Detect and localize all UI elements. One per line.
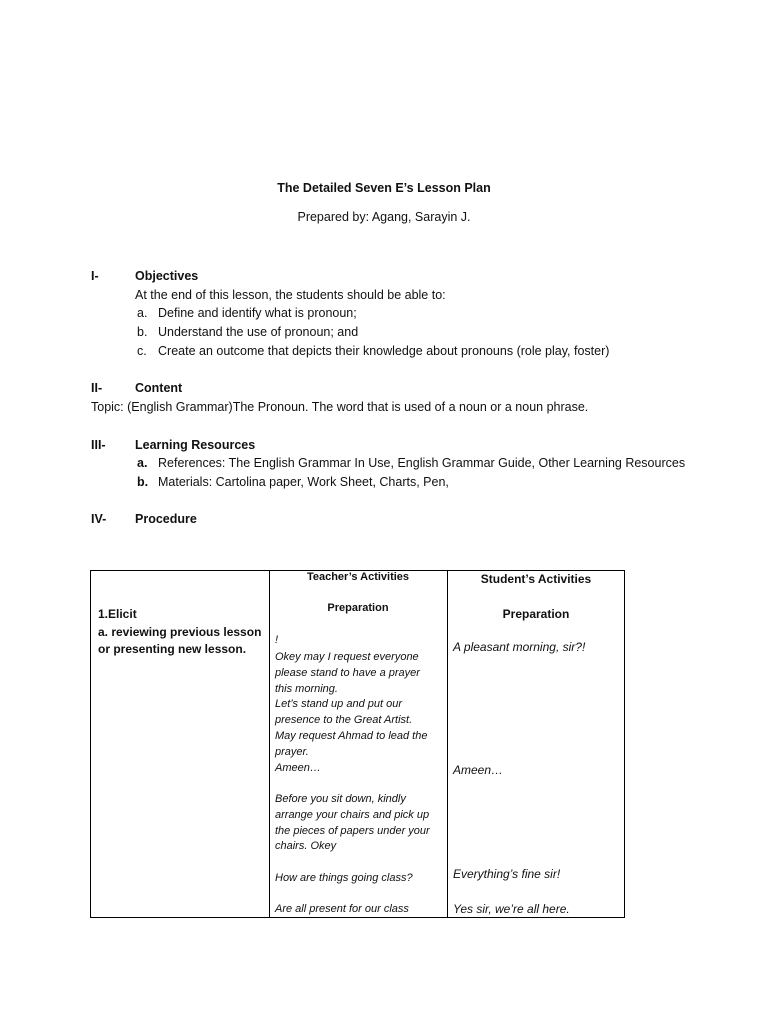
section-heading-content: Content (135, 381, 183, 395)
teacher-line: Ameen… (275, 762, 321, 774)
section-number-resources: III- (91, 438, 106, 452)
objective-letter: c. (137, 344, 147, 358)
objective-item: Create an outcome that depicts their knowledge about pronouns (role play, foster) (158, 344, 610, 358)
resource-item: References: The English Grammar In Use, English Grammar Guide, Other Learning Resources (158, 456, 686, 470)
student-line: Ameen… (453, 763, 504, 777)
section-number-objectives: I- (91, 269, 99, 283)
teacher-line: Are all present for our class (275, 903, 409, 915)
prepared-by: Prepared by: Agang, Sarayin J. (297, 210, 471, 224)
student-line: Everything’s fine sir! (453, 867, 561, 881)
student-preparation-subheader: Preparation (502, 607, 570, 621)
teacher-preparation-subheader: Preparation (327, 602, 389, 614)
student-activities-header: Student’s Activities (480, 572, 592, 586)
teacher-line: this morning. (275, 683, 338, 695)
teacher-line: prayer. (275, 746, 309, 758)
section-heading-objectives: Objectives (135, 269, 199, 283)
teacher-line: May request Ahmad to lead the (275, 730, 428, 742)
elicit-title: 1.Elicit (98, 607, 137, 621)
teacher-line: chairs. Okey (275, 840, 337, 852)
teacher-line: Let’s stand up and put our (275, 698, 403, 710)
objective-letter: b. (137, 325, 148, 339)
section-number-content: II- (91, 381, 103, 395)
teacher-line: the pieces of papers under your (275, 825, 430, 837)
procedure-table (90, 570, 625, 918)
document-title: The Detailed Seven E’s Lesson Plan (277, 181, 491, 195)
section-heading-resources: Learning Resources (135, 438, 256, 452)
objectives-intro: At the end of this lesson, the students should be able to: (135, 288, 446, 302)
student-line: A pleasant morning, sir?! (453, 640, 586, 654)
content-topic: Topic: (English Grammar)The Pronoun. The word that is used of a noun or a noun phrase. (91, 400, 589, 414)
teacher-line: How are things going class? (275, 872, 413, 884)
teacher-line: please stand to have a prayer (275, 667, 420, 679)
table-column-divider (447, 571, 448, 917)
resource-letter: a. (137, 456, 148, 470)
teacher-line: Before you sit down, kindly (275, 793, 406, 805)
teacher-activities-header: Teacher’s Activities (306, 571, 410, 583)
teacher-line: arrange your chairs and pick up (275, 809, 430, 821)
objective-item: Define and identify what is pronoun; (158, 306, 357, 320)
objective-item: Understand the use of pronoun; and (158, 325, 359, 339)
teacher-line: presence to the Great Artist. (275, 714, 413, 726)
section-number-procedure: IV- (91, 512, 107, 526)
section-heading-procedure: Procedure (135, 512, 197, 526)
teacher-line: ! (275, 634, 279, 646)
resource-item: Materials: Cartolina paper, Work Sheet, Charts, Pen, (158, 475, 449, 489)
student-line: Yes sir, we’re all here. (453, 902, 570, 916)
objective-letter: a. (137, 306, 148, 320)
teacher-line: Okey may I request everyone (275, 651, 419, 663)
table-column-divider (269, 571, 270, 917)
elicit-line: a. reviewing previous lesson (98, 625, 262, 639)
resource-letter: b. (137, 475, 149, 489)
elicit-line: or presenting new lesson. (98, 642, 247, 656)
